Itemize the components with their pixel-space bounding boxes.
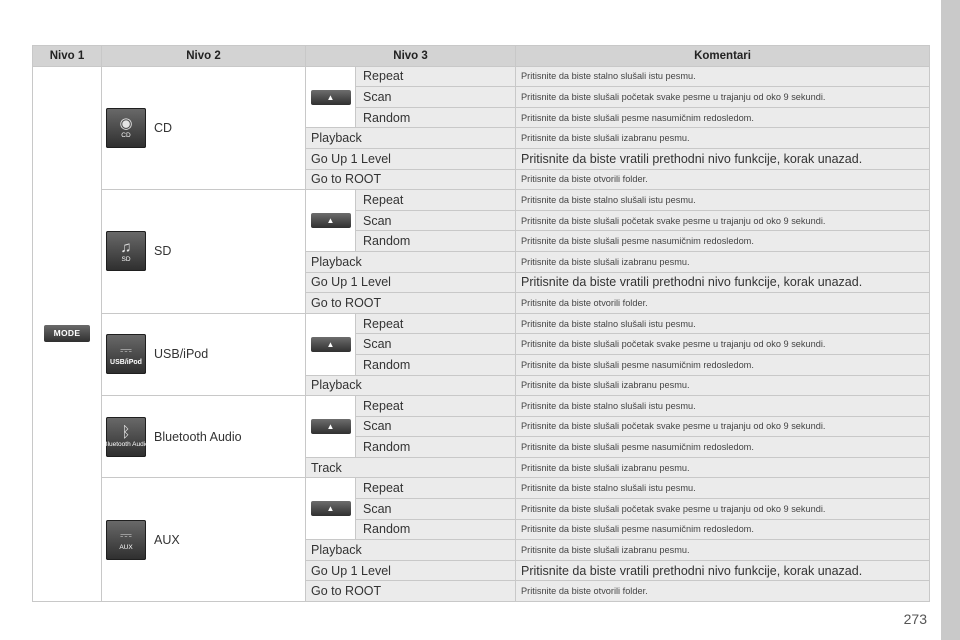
table-row xyxy=(33,396,930,417)
mode-cell xyxy=(33,66,102,601)
function-name: Scan xyxy=(356,87,516,108)
function-name: Random xyxy=(356,437,516,458)
table-row xyxy=(33,190,930,211)
source-label: Bluetooth Audio xyxy=(154,429,242,444)
source-label: SD xyxy=(154,244,172,259)
arrow-up-icon: ▲ xyxy=(311,337,351,352)
function-name: Repeat xyxy=(356,313,516,334)
function-comment: Pritisnite da biste slušali izabranu pesmu. xyxy=(516,457,930,478)
function-comment: Pritisnite da biste slušali pesme nasumičnim redosledom. xyxy=(516,231,930,252)
source-wrap xyxy=(106,520,305,560)
source-wrap xyxy=(106,334,305,374)
header-nivo-1: Nivo 1 xyxy=(33,46,102,67)
function-comment: Pritisnite da biste slušali početak svake pesme u trajanju od oko 9 sekundi. xyxy=(516,499,930,520)
header-komentari: Komentari xyxy=(516,46,930,67)
function-comment: Pritisnite da biste slušali izabranu pesmu. xyxy=(516,128,930,149)
arrow-up-icon: ▲ xyxy=(311,501,351,516)
function-comment: Pritisnite da biste slušali pesme nasumičnim redosledom. xyxy=(516,437,930,458)
source-cell-cd xyxy=(102,66,306,190)
source-icon-caption: SD xyxy=(121,255,131,263)
function-name: Playback xyxy=(306,128,516,149)
function-comment: Pritisnite da biste slušali izabranu pesmu. xyxy=(516,540,930,561)
source-wrap xyxy=(103,417,305,457)
function-comment: Pritisnite da biste vratili prethodni nivo funkcije, korak unazad. xyxy=(516,560,930,581)
page-number: 273 xyxy=(903,611,927,627)
function-comment: Pritisnite da biste stalno slušali istu pesmu. xyxy=(516,478,930,499)
table-row xyxy=(33,66,930,87)
source-icon-caption: USB/iPod xyxy=(110,358,142,366)
function-comment: Pritisnite da biste stalno slušali istu pesmu. xyxy=(516,190,930,211)
source-cell-bt xyxy=(102,396,306,478)
table-row xyxy=(33,313,930,334)
source-glyph: ᛒ xyxy=(121,424,131,442)
source-glyph: ⎓ xyxy=(120,527,132,545)
function-name: Scan xyxy=(356,210,516,231)
usb-plug-icon xyxy=(106,334,146,374)
function-name: Random xyxy=(356,354,516,375)
function-name: Repeat xyxy=(356,478,516,499)
side-tab-bar xyxy=(941,0,960,640)
function-name: Scan xyxy=(356,416,516,437)
table-body xyxy=(33,66,930,601)
header-nivo-3: Nivo 3 xyxy=(306,46,516,67)
function-name: Go Up 1 Level xyxy=(306,560,516,581)
source-cell-usb xyxy=(102,313,306,395)
function-comment: Pritisnite da biste slušali izabranu pesmu. xyxy=(516,375,930,396)
function-comment: Pritisnite da biste otvorili folder. xyxy=(516,293,930,314)
function-comment: Pritisnite da biste slušali pesme nasumičnim redosledom. xyxy=(516,519,930,540)
function-comment: Pritisnite da biste slušali početak svake pesme u trajanju od oko 9 sekundi. xyxy=(516,210,930,231)
function-comment: Pritisnite da biste slušali pesme nasumičnim redosledom. xyxy=(516,107,930,128)
aux-plug-icon xyxy=(106,520,146,560)
function-comment: Pritisnite da biste slušali pesme nasumičnim redosledom. xyxy=(516,354,930,375)
arrow-up-icon: ▲ xyxy=(311,213,351,228)
function-name: Playback xyxy=(306,375,516,396)
function-comment: Pritisnite da biste stalno slušali istu pesmu. xyxy=(516,396,930,417)
function-name: Repeat xyxy=(356,190,516,211)
function-comment: Pritisnite da biste vratili prethodni nivo funkcije, korak unazad. xyxy=(516,148,930,169)
function-comment: Pritisnite da biste stalno slušali istu pesmu. xyxy=(516,313,930,334)
function-name: Go to ROOT xyxy=(306,293,516,314)
table-row xyxy=(33,478,930,499)
function-name: Go to ROOT xyxy=(306,581,516,602)
function-name: Repeat xyxy=(356,396,516,417)
function-name: Playback xyxy=(306,540,516,561)
source-glyph: ⎓ xyxy=(120,341,132,359)
source-label: AUX xyxy=(154,532,180,547)
function-name: Scan xyxy=(356,499,516,520)
mode-button-icon: MODE xyxy=(44,325,90,342)
cd-icon xyxy=(106,108,146,148)
arrow-up-icon: ▲ xyxy=(311,419,351,434)
source-icon-caption: AUX xyxy=(119,544,133,552)
source-glyph: ◉ xyxy=(119,115,133,133)
source-icon-caption: Bluetooth Audio xyxy=(103,441,149,449)
function-comment: Pritisnite da biste otvorili folder. xyxy=(516,169,930,190)
table-header-row xyxy=(33,46,930,67)
bluetooth-icon xyxy=(103,417,149,457)
function-name: Random xyxy=(356,231,516,252)
header-nivo-2: Nivo 2 xyxy=(102,46,306,67)
function-name: Random xyxy=(356,519,516,540)
source-cell-aux xyxy=(102,478,306,602)
submenu-arrow-cell xyxy=(306,313,356,375)
source-label: CD xyxy=(154,120,173,135)
function-table xyxy=(32,45,930,602)
function-comment: Pritisnite da biste stalno slušali istu pesmu. xyxy=(516,66,930,87)
source-label: USB/iPod xyxy=(154,347,209,362)
function-name: Scan xyxy=(356,334,516,355)
source-wrap xyxy=(106,108,305,148)
function-name: Track xyxy=(306,457,516,478)
function-name: Go Up 1 Level xyxy=(306,272,516,293)
submenu-arrow-cell xyxy=(306,190,356,252)
source-icon-caption: CD xyxy=(121,132,131,140)
arrow-up-icon: ▲ xyxy=(311,90,351,105)
function-name: Random xyxy=(356,107,516,128)
function-comment: Pritisnite da biste otvorili folder. xyxy=(516,581,930,602)
function-name: Go Up 1 Level xyxy=(306,148,516,169)
source-wrap xyxy=(106,231,305,271)
function-comment: Pritisnite da biste slušali izabranu pesmu. xyxy=(516,251,930,272)
function-name: Go to ROOT xyxy=(306,169,516,190)
function-comment: Pritisnite da biste slušali početak svake pesme u trajanju od oko 9 sekundi. xyxy=(516,334,930,355)
submenu-arrow-cell xyxy=(306,66,356,128)
function-name: Playback xyxy=(306,251,516,272)
function-comment: Pritisnite da biste slušali početak svake pesme u trajanju od oko 9 sekundi. xyxy=(516,416,930,437)
sd-card-icon xyxy=(106,231,146,271)
function-comment: Pritisnite da biste slušali početak svake pesme u trajanju od oko 9 sekundi. xyxy=(516,87,930,108)
source-glyph: ♫ xyxy=(120,238,132,256)
source-cell-sd xyxy=(102,190,306,314)
submenu-arrow-cell xyxy=(306,478,356,540)
submenu-arrow-cell xyxy=(306,396,356,458)
function-name: Repeat xyxy=(356,66,516,87)
function-comment: Pritisnite da biste vratili prethodni nivo funkcije, korak unazad. xyxy=(516,272,930,293)
